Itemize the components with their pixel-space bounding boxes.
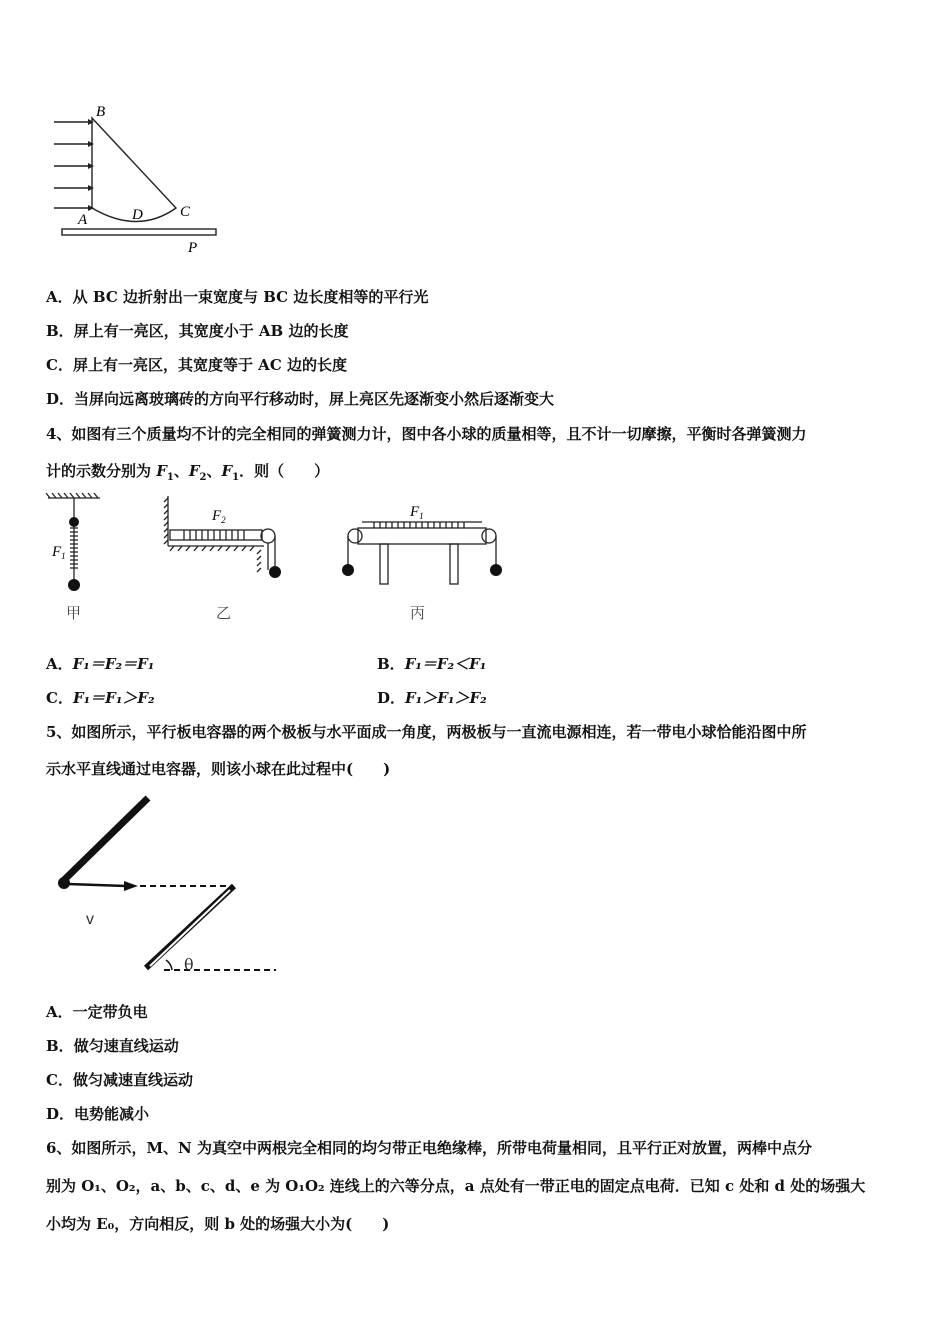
q6-stem-line1: 6、如图所示，M、N 为真空中两根完全相同的均匀带正电绝缘棒，所带电荷量相同，且平行正对放置，两棒中点分 [46, 1139, 812, 1157]
velocity-label: v [86, 911, 94, 928]
label-b: B [96, 104, 106, 120]
q4-stem-line2: 计的示数分别为 $F_1$、$F_2$、$F_1$．则（ ） [46, 462, 330, 483]
q4-option-c: C．F₁＝F₁＞F₂ [46, 689, 155, 707]
q3-option-a: A．从 BC 边折射出一束宽度与 BC 边长度相等的平行光 [46, 288, 429, 306]
fig-label-yi: 乙 [216, 604, 232, 622]
q4-option-b: B．F₁＝F₂＜F₁ [377, 655, 487, 673]
spring-scale-figure [44, 490, 504, 625]
q3-option-b: B．屏上有一亮区，其宽度小于 AB 边的长度 [46, 322, 349, 340]
fig-f3-label: $F_1$ [410, 504, 424, 521]
q6-stem-line3: 小均为 E₀，方向相反，则 b 处的场强大小为( ) [46, 1215, 390, 1233]
label-p: P [188, 240, 198, 256]
q5-option-b: B．做匀速直线运动 [46, 1037, 179, 1055]
label-a: A [78, 212, 88, 228]
q4-stem-line1: 4、如图有三个质量均不计的完全相同的弹簧测力计，图中各小球的质量相等，且不计一切摩擦，平衡时各弹簧测力 [46, 425, 807, 443]
q5-stem-line1: 5、如图所示，平行板电容器的两个极板与水平面成一角度，两极板与一直流电源相连，若一带电小球恰能沿图中所 [46, 723, 807, 741]
capacitor-figure [44, 790, 294, 990]
theta-label: θ [184, 955, 194, 974]
label-d: D [132, 207, 143, 223]
q3-option-c: C．屏上有一亮区，其宽度等于 AC 边的长度 [46, 356, 347, 374]
fig-label-jia: 甲 [66, 604, 82, 622]
fig-f2-label: $F_2$ [212, 508, 226, 525]
label-c: C [180, 204, 191, 220]
fig-label-bing: 丙 [410, 604, 426, 622]
fig-f1-label: $F_1$ [52, 544, 66, 561]
q3-option-d: D．当屏向远离玻璃砖的方向平行移动时，屏上亮区先逐渐变小然后逐渐变大 [46, 390, 555, 408]
q4-option-d: D．F₁＞F₁＞F₂ [377, 689, 487, 707]
q4-option-a: A．F₁＝F₂＝F₁ [46, 655, 155, 673]
q5-option-d: D．电势能减小 [46, 1105, 150, 1123]
q5-option-a: A．一定带负电 [46, 1003, 148, 1021]
prism-figure [48, 100, 228, 260]
q6-stem-line2: 别为 O₁、O₂，a、b、c、d、e 为 O₁O₂ 连线上的六等分点，a 点处有一带正电的固定点电荷．已知 c 处和 d 处的场强大 [46, 1177, 866, 1195]
q5-stem-line2: 示水平直线通过电容器，则该小球在此过程中( ) [46, 760, 391, 778]
q5-option-c: C．做匀减速直线运动 [46, 1071, 193, 1089]
